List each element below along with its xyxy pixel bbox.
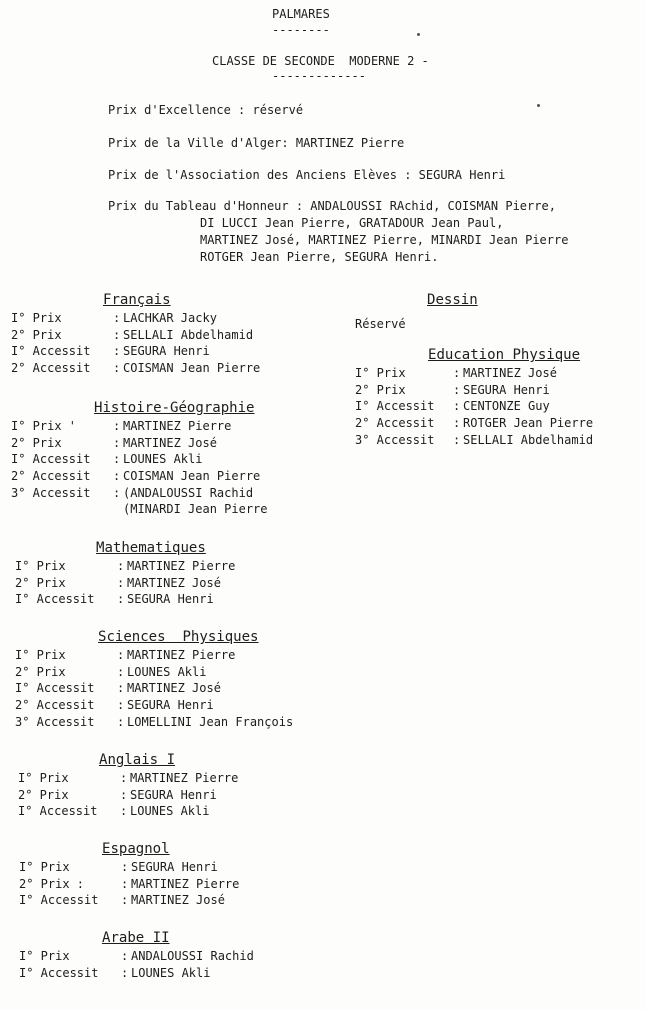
award-name: SELLALI Abdelhamid [123, 327, 254, 342]
award-name: MARTINEZ Pierre [127, 648, 236, 662]
award-name: (ANDALOUSSI Rachid [123, 485, 254, 500]
document-title: PALMARES [272, 7, 330, 21]
subject-title: Mathematiques [96, 540, 206, 556]
award-name: ANDALOUSSI Rachid [131, 949, 254, 963]
award-rank: I° Prix [11, 311, 62, 325]
subject-education-physique [355, 347, 593, 448]
subject-title: Français [103, 292, 171, 308]
award-separator: : [117, 698, 125, 713]
award-name: LOUNES Akli [127, 664, 207, 679]
subject-title: Anglais I [99, 752, 176, 768]
subject-title: Education Physique [428, 347, 581, 363]
award-rank [11, 501, 113, 518]
honneur-line: MARTINEZ José, MARTINEZ Pierre, MINARDI Jean Pierre [200, 233, 569, 247]
award-row [355, 415, 593, 432]
award-row [11, 327, 260, 344]
award-name: LACHKAR Jacky [123, 311, 217, 325]
award-rank: I° Prix [355, 366, 406, 380]
award-row [11, 310, 260, 327]
award-rank: I° Prix [15, 648, 66, 662]
award-rank: I° Prix [19, 949, 70, 963]
award-row [11, 468, 268, 485]
award-name: MARTINEZ Pierre [127, 559, 236, 573]
award-rank: 2° Prix [18, 787, 69, 802]
award-separator: : [117, 648, 125, 662]
award-name: SEGURA Henri [123, 344, 210, 359]
award-list [18, 770, 238, 820]
award-separator: : [121, 893, 129, 908]
award-name: SEGURA Henri [463, 382, 550, 397]
award-rank: 2° Prix [15, 575, 66, 590]
award-row [355, 398, 593, 415]
award-row [19, 859, 239, 876]
award-name: LOUNES Akli [131, 965, 211, 980]
subject-title: Sciences Physiques [98, 629, 259, 645]
honneur-line: ROTGER Jean Pierre, SEGURA Henri. [200, 250, 439, 264]
award-separator: : [117, 681, 125, 696]
award-name: MARTINEZ Pierre [130, 771, 239, 785]
subject-mathematiques [15, 540, 235, 608]
award-separator: : [121, 965, 129, 980]
award-rank: 2° Accessit [355, 416, 435, 431]
award-row [19, 876, 239, 893]
award-separator: : [117, 664, 125, 679]
award-separator: : [453, 399, 461, 414]
award-name: SELLALI Abdelhamid [463, 432, 594, 447]
award-separator: : [117, 559, 125, 573]
award-row [15, 664, 293, 681]
award-separator: : [117, 714, 125, 729]
award-name: SEGURA Henri [131, 860, 218, 874]
award-rank: I° Prix ' [11, 419, 77, 433]
award-separator: : [113, 361, 121, 376]
prize-excellence: Prix d'Excellence : réservé [108, 103, 304, 117]
award-name: MARTINEZ Pierre [131, 876, 240, 891]
award-name: ROTGER Jean Pierre [463, 416, 594, 431]
award-name: LOMELLINI Jean François [127, 714, 294, 729]
award-rank: I° Accessit [15, 681, 95, 696]
subject-histoire-geographie [11, 400, 268, 518]
class-heading: CLASSE DE SECONDE MODERNE 2 - [212, 54, 429, 68]
award-name: MARTINEZ Pierre [123, 419, 232, 433]
dessin-note: Réservé [355, 317, 406, 331]
award-row [355, 382, 593, 399]
award-separator: : [120, 771, 128, 785]
award-row [15, 591, 235, 608]
award-rank: I° Accessit [19, 893, 99, 908]
award-row [19, 965, 254, 982]
award-rank: 2° Accessit [11, 361, 91, 376]
award-name: COISMAN Jean Pierre [123, 469, 261, 484]
award-separator: : [113, 419, 121, 433]
award-list [15, 558, 235, 608]
award-row [15, 680, 293, 697]
award-separator: : [113, 469, 121, 484]
award-name: MARTINEZ José [123, 435, 217, 450]
award-row [11, 343, 260, 360]
award-rank: I° Prix [19, 860, 70, 874]
award-list [355, 365, 593, 448]
award-row [15, 575, 235, 592]
award-list [15, 647, 293, 730]
subject-sciences-physiques [15, 629, 293, 730]
award-name: CENTONZE Guy [463, 399, 550, 414]
honneur-line: Prix du Tableau d'Honneur : ANDALOUSSI RAchid, COISMAN Pierre, [108, 199, 556, 213]
award-separator: : [113, 452, 121, 467]
award-row [11, 435, 268, 452]
award-row [15, 714, 293, 731]
title-underline: -------- [272, 23, 330, 37]
honneur-line: DI LUCCI Jean Pierre, GRATADOUR Jean Paul, [200, 216, 504, 230]
award-list [19, 948, 254, 981]
award-separator: : [113, 311, 121, 325]
award-separator: : [453, 382, 461, 397]
award-separator: : [117, 575, 125, 590]
award-name: MARTINEZ José [127, 681, 221, 696]
award-name: LOUNES Akli [130, 804, 210, 819]
award-name: (MINARDI Jean Pierre [123, 502, 268, 517]
award-rank: 2° Prix [11, 327, 62, 342]
award-rank: I° Accessit [11, 452, 91, 467]
award-row [18, 770, 238, 787]
scan-speck [537, 104, 540, 107]
award-row [15, 647, 293, 664]
award-rank: I° Accessit [18, 804, 98, 819]
award-rank: 2° Prix [15, 664, 66, 679]
award-name: SEGURA Henri [127, 592, 214, 607]
award-row [11, 418, 268, 435]
award-rank: 3° Accessit [15, 714, 95, 729]
subject-title: Histoire-Géographie [94, 400, 255, 416]
award-list [11, 418, 268, 518]
award-row [11, 451, 268, 468]
award-separator: : [113, 344, 121, 359]
award-rank: I° Accessit [355, 399, 435, 414]
award-row [355, 432, 593, 449]
award-rank: I° Accessit [11, 344, 91, 359]
subject-francais [11, 292, 260, 377]
award-row [355, 365, 593, 382]
award-separator [113, 501, 123, 518]
award-name: COISMAN Jean Pierre [123, 361, 261, 376]
scan-speck [417, 33, 420, 36]
subject-dessin [355, 292, 478, 310]
award-row [15, 558, 235, 575]
prize-association: Prix de l'Association des Anciens Elèves : SEGURA Henri [108, 168, 506, 182]
award-rank: I° Prix [18, 771, 69, 785]
award-rank: 3° Accessit [11, 485, 91, 500]
award-row [15, 697, 293, 714]
award-separator: : [117, 592, 125, 607]
award-separator: : [453, 366, 461, 380]
award-name: LOUNES Akli [123, 452, 203, 467]
award-name: SEGURA Henri [130, 787, 217, 802]
award-row [19, 948, 254, 965]
award-separator: : [113, 485, 121, 500]
subject-title: Arabe II [102, 930, 170, 946]
class-heading-underline: ------------- [272, 69, 366, 83]
award-rank: 2° Prix : [19, 876, 85, 891]
prize-tableau-honneur [108, 198, 568, 266]
award-row [18, 803, 238, 820]
award-row [11, 360, 260, 377]
award-rank: I° Accessit [15, 592, 95, 607]
award-name: MARTINEZ José [127, 575, 221, 590]
subject-arabe [19, 930, 254, 981]
subject-title: Dessin [427, 292, 478, 308]
subject-title: Espagnol [102, 841, 170, 857]
award-separator: : [113, 327, 121, 342]
award-rank: 2° Prix [11, 435, 62, 450]
award-name: SEGURA Henri [127, 698, 214, 713]
award-separator: : [121, 876, 129, 891]
prize-ville-alger: Prix de la Ville d'Alger: MARTINEZ Pierre [108, 136, 405, 150]
award-row [11, 485, 268, 502]
subject-espagnol [19, 841, 239, 909]
award-rank: 2° Prix [355, 382, 406, 397]
award-name: MARTINEZ José [463, 366, 557, 380]
award-rank: 3° Accessit [355, 432, 435, 447]
award-row [18, 787, 238, 804]
award-rank: I° Prix [15, 559, 66, 573]
award-rank: 2° Accessit [11, 469, 91, 484]
award-separator: : [121, 860, 129, 874]
award-name: MARTINEZ José [131, 893, 225, 908]
award-separator: : [120, 787, 128, 802]
award-list [11, 310, 260, 377]
award-separator: : [121, 949, 129, 963]
award-rank: 2° Accessit [15, 698, 95, 713]
award-separator: : [453, 416, 461, 431]
subject-anglais [18, 752, 238, 820]
award-row [11, 501, 268, 518]
award-separator: : [113, 435, 121, 450]
award-separator: : [453, 432, 461, 447]
award-row [19, 892, 239, 909]
award-rank: I° Accessit [19, 965, 99, 980]
award-list [19, 859, 239, 909]
award-separator: : [120, 804, 128, 819]
